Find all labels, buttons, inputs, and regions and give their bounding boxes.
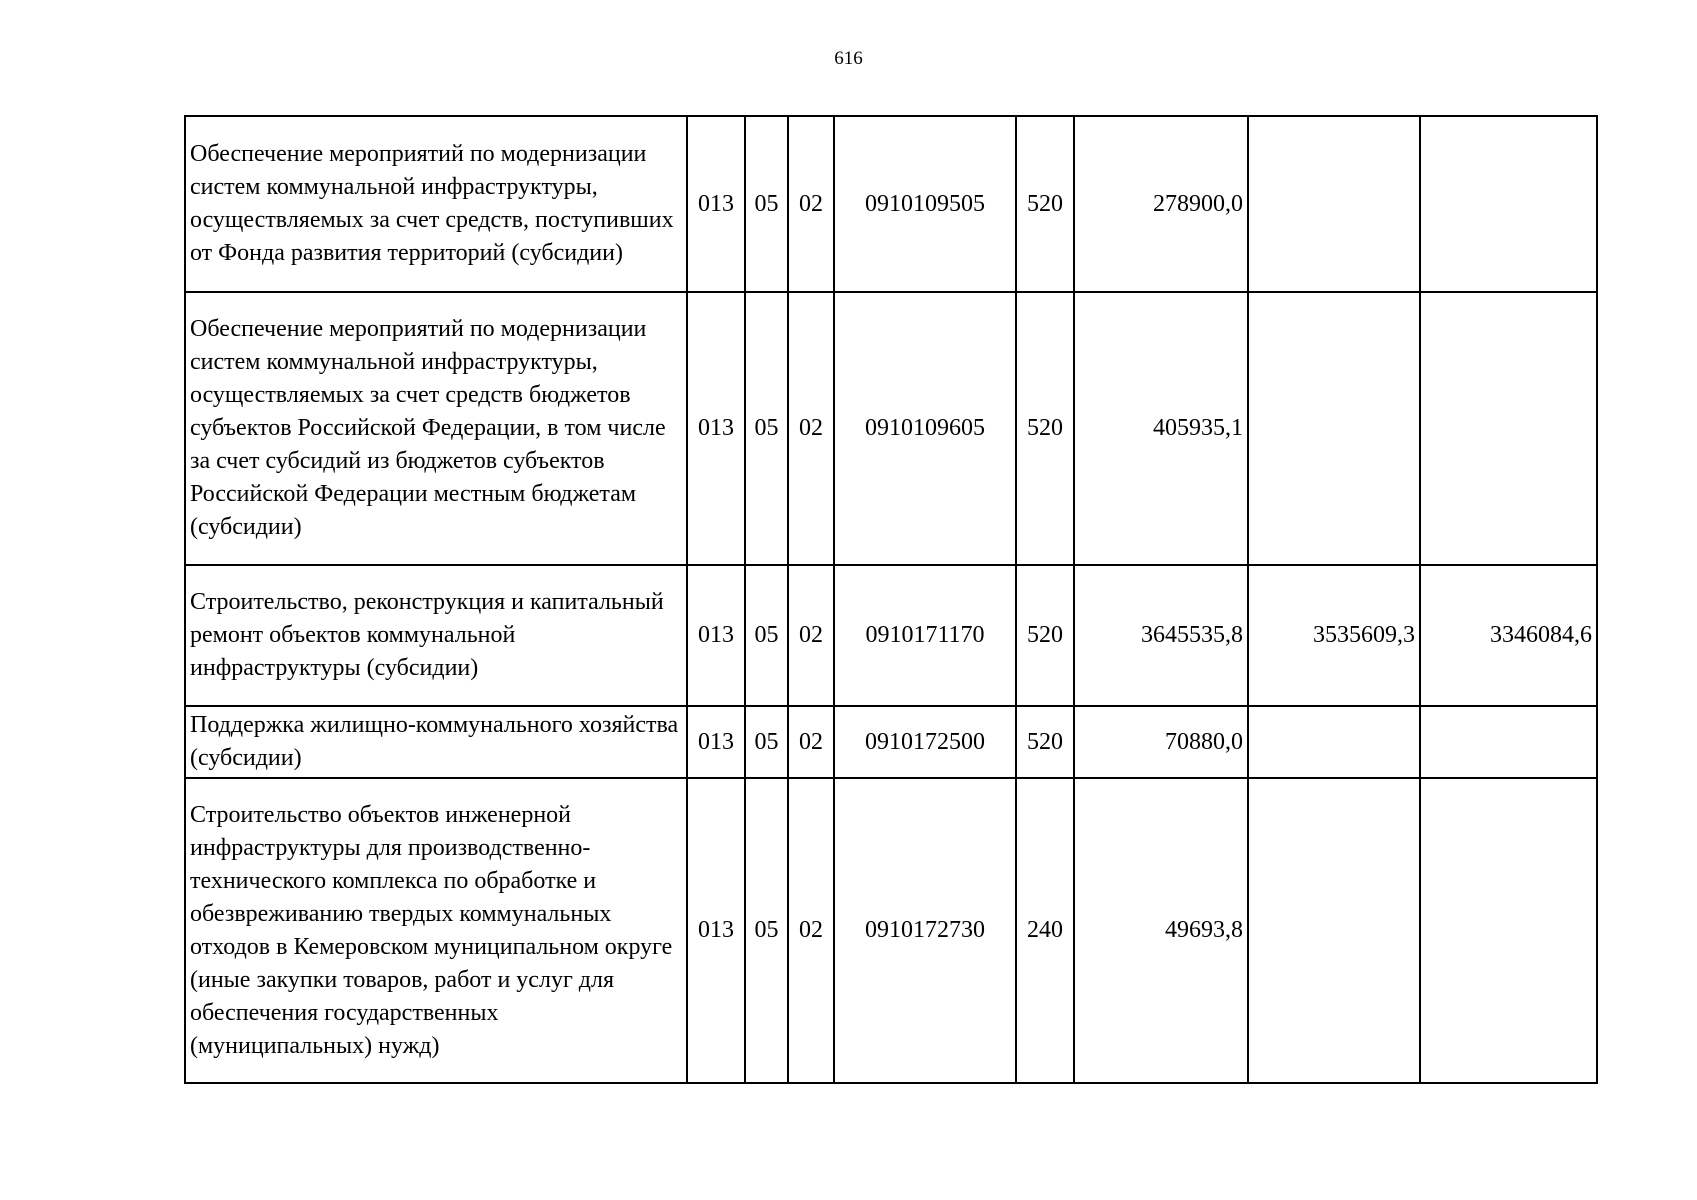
row-name-cell: Обеспечение мероприятий по модернизации систем коммунальной инфраструктуры, осуществляемых за счет средств, поступивших от Фонда развития территорий (субсидии) [185,116,687,292]
ministry-code-cell: 013 [687,116,745,292]
target-article-cell: 0910109505 [834,116,1016,292]
section-cell: 05 [745,292,788,565]
sum-2-cell: 3535609,3 [1248,565,1420,706]
sum-1-cell: 405935,1 [1074,292,1248,565]
sum-2-cell [1248,292,1420,565]
expense-type-cell: 520 [1016,706,1074,778]
ministry-code-cell: 013 [687,778,745,1083]
subsection-cell: 02 [788,565,834,706]
sum-2-cell [1248,778,1420,1083]
sum-3-cell [1420,116,1597,292]
page-number: 616 [834,48,863,69]
subsection-cell: 02 [788,706,834,778]
sum-2-cell [1248,116,1420,292]
target-article-cell: 0910171170 [834,565,1016,706]
row-name-cell: Поддержка жилищно-коммунального хозяйства (субсидии) [185,706,687,778]
expense-type-cell: 520 [1016,116,1074,292]
ministry-code-cell: 013 [687,292,745,565]
subsection-cell: 02 [788,116,834,292]
section-cell: 05 [745,778,788,1083]
target-article-cell: 0910109605 [834,292,1016,565]
section-cell: 05 [745,116,788,292]
sum-3-cell [1420,292,1597,565]
section-cell: 05 [745,706,788,778]
row-name-cell: Строительство, реконструкция и капитальный ремонт объектов коммунальной инфраструктуры (субсидии) [185,565,687,706]
sum-3-cell [1420,706,1597,778]
table-row [185,116,1597,292]
sum-1-cell: 70880,0 [1074,706,1248,778]
sum-3-cell: 3346084,6 [1420,565,1597,706]
table-row [185,778,1597,1083]
expense-type-cell: 520 [1016,292,1074,565]
target-article-cell: 0910172730 [834,778,1016,1083]
ministry-code-cell: 013 [687,706,745,778]
table-row [185,565,1597,706]
row-name-cell: Обеспечение мероприятий по модернизации систем коммунальной инфраструктуры, осуществляемых за счет средств бюджетов субъектов Российской Федерации, в том числе за счет субсидий из бюджетов субъектов Российской Федерации местным бюджетам (субсидии) [185,292,687,565]
table-row [185,292,1597,565]
ministry-code-cell: 013 [687,565,745,706]
budget-table [184,115,1598,1084]
sum-1-cell: 3645535,8 [1074,565,1248,706]
target-article-cell: 0910172500 [834,706,1016,778]
sum-3-cell [1420,778,1597,1083]
section-cell: 05 [745,565,788,706]
sum-1-cell: 278900,0 [1074,116,1248,292]
subsection-cell: 02 [788,778,834,1083]
sum-2-cell [1248,706,1420,778]
subsection-cell: 02 [788,292,834,565]
sum-1-cell: 49693,8 [1074,778,1248,1083]
table-row [185,706,1597,778]
row-name-cell: Строительство объектов инженерной инфраструктуры для производственно-технического комплекса по обработке и обезвреживанию твердых коммунальных отходов в Кемеровском муниципальном округе (иные закупки товаров, работ и услуг для обеспечения государственных (муниципальных) нужд) [185,778,687,1083]
expense-type-cell: 240 [1016,778,1074,1083]
expense-type-cell: 520 [1016,565,1074,706]
